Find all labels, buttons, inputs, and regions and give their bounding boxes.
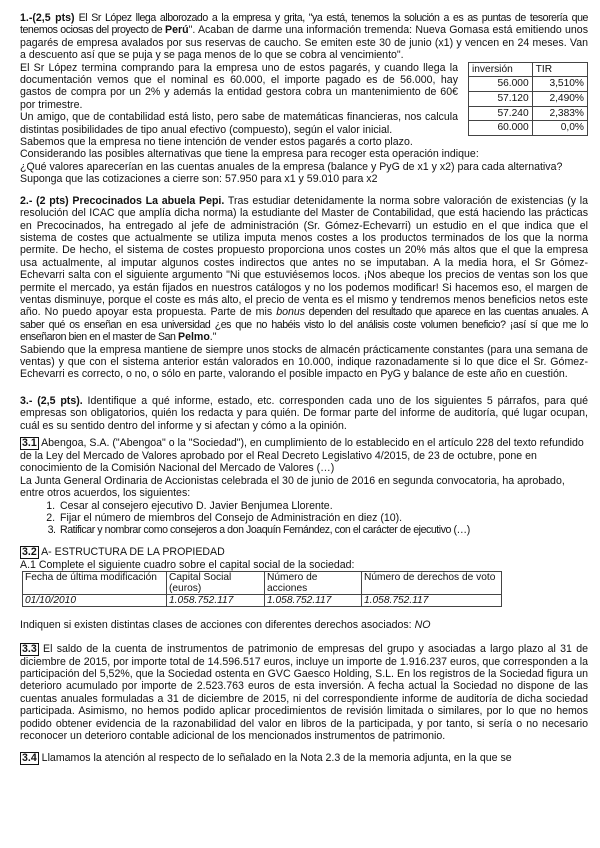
exercise-1-text xyxy=(20,62,458,136)
exercise-1-peru: Perú xyxy=(165,24,189,37)
exercise-1-body xyxy=(20,62,588,136)
list-item: 2. Fijar el número de miembros del Consejo de Administración en diez (10). xyxy=(58,512,588,524)
section-3-4-label: 3.4 xyxy=(22,751,37,764)
table-row xyxy=(469,121,588,136)
tir-cell: 60.000 xyxy=(469,121,533,136)
section-3-4-text xyxy=(20,752,588,765)
exercise-1-points: (2,5 pts) xyxy=(32,12,75,24)
tir-table-header xyxy=(469,62,588,77)
table-row xyxy=(469,77,588,92)
exercise-3 xyxy=(20,395,588,765)
table-row xyxy=(469,92,588,107)
exercise-2-text-a: Tras estudiar detenidamente la norma sobre valoración de existencias (y la resolución del ICAC que amplía dicha norma) la estudiante del Master de Contabilidad, que está haciendo las prácticas en Precocinados, ha entregado al jefe de administración (Sr. Gómez-Echevarri) un estudio en el que indica que el sistema de costes que actualmente se utiliza imputa menos costes a los productos terminados de los que la norma permite. De hecho, el sistema de costes propuesto proporciona unos costes un 20% más altos que el que la empresa usa actualmente, al imputar algunos costes indirectos que antes no se imputaban. A la media hora, el Sr Gómez-Echevarri salta con el siguiente argumento "Ni que estuviésemos locos. ¡Nos abeque los precios de ventas son los que permite el mercado, ya están fijados en nuestros catálogos y no los podemos modificar! Si hacemos eso, el margen de ventas disminuye, porque el coste es más alto, el precio de venta es el mismo y tendremos menos beneficios netos este año. No puedo apoyar esta propuesta. Parte de mis xyxy=(20,194,589,319)
exercise-2 xyxy=(20,195,588,381)
section-3-2-answer: NO xyxy=(414,619,431,632)
exercise-1-intro xyxy=(20,12,588,62)
capital-header-votes: Número de derechos de voto xyxy=(362,572,502,595)
exercise-1-p2: El Sr López termina comprando para la empresa uno de estos pagarés, y cuando llega la documentación vemos que el nominal es 60.000, el importe pagado es de 56.000, hay gastos de compra por un 2% y además la entidad gestora cobra un mantenimiento de 60€ por trimestre. xyxy=(20,61,458,111)
capital-cell-shares: 1.058.752.117 xyxy=(265,595,362,607)
capital-table xyxy=(22,571,502,607)
list-item: 3. Ratificar y nombrar como consejeros a don Joaquín Fernández, con el carácter de ejecutivo (…) xyxy=(58,524,588,536)
section-3-3-text xyxy=(20,643,588,743)
capital-header-date: Fecha de última modificación xyxy=(23,572,167,595)
section-3-1-text: Abengoa, S.A. ("Abengoa" o la "Sociedad"), en cumplimiento de lo establecido en el artículo 228 del texto refundido de la Ley del Mercado de Valores aprobado por el Real Decreto Legislativo 4/2015, de 23 de octubre, pone en conocimiento de la Comisión Nacional del Mercado de Valores (…) xyxy=(20,437,584,475)
section-3-2-title-text: A- ESTRUCTURA DE LA PROPIEDAD xyxy=(38,545,225,558)
section-3-4 xyxy=(20,752,588,765)
exercise-2-p2: Sabiendo que la empresa mantiene de siempre unos stocks de almacén prácticamente constantes (para una semana de ventas) y que con el sistema anterior están valorados en 10.000, indique razonadamente si lo que dice el Sr. Gómez-Echevarri es correcto, o no, o sólo en parte, valorando el posible impacto en PyG y balance de este año en cuestión. xyxy=(20,343,588,381)
section-3-3 xyxy=(20,643,588,743)
exercise-1-intro-a: El Sr López llega alborozado a la empresa y grita, "ya está, tenemos la solución a es as puntas de tesorería que tenemos ociosas del proyecto de xyxy=(20,12,588,37)
tir-cell: 56.000 xyxy=(469,77,533,92)
capital-cell-capital: 1.058.752.117 xyxy=(167,595,265,607)
tir-header-inversion: inversión xyxy=(469,62,533,77)
capital-cell-votes: 1.058.752.117 xyxy=(362,595,502,607)
section-3-2 xyxy=(20,546,588,632)
exercise-3-number: 3.- (2,5 pts). xyxy=(20,394,83,407)
section-3-2-subtitle: A.1 Complete el siguiente cuadro sobre el capital social de la sociedad: xyxy=(20,558,355,571)
agreements-list xyxy=(58,500,588,537)
section-3-3-body: El saldo de la cuenta de instrumentos de patrimonio de empresas del grupo y asociadas a largo plazo al 31 de diciembre de 2015, por importe total de 14.596.517 euros, incluye un importe de 1.916.237 euros, que corresponden a la participación del 5,52%, que la Sociedad ostenta en GVC Gaesco Holding, S.L. En los registros de la Sociedad figura un deterioro acumulado por importe de 2.523.763 euros de esta inversión. A fecha actual la Sociedad no dispone de las cuentas anuales formuladas a 31 de diciembre de 2015, ni del correspondiente informe de auditoría de dicha sociedad participada. Asimismo, no hemos podido aplicar procedimientos de revisión limitada o similares, por lo que no hemos podido obtener evidencia de la razonabilidad del valor en libros de la participada, y por tanto, si sería o no necesario reconocer un deterioro contable adicional de los mencionados instrumentos de patrimonio. xyxy=(20,642,588,743)
section-3-2-label: 3.2 xyxy=(22,545,37,558)
capital-header-capital: Capital Social (euros) xyxy=(167,572,265,595)
exercise-2-number: 2.- xyxy=(20,194,33,207)
exercise-1-p5: Considerando las posibles alternativas que tiene la empresa para recoger esta operación indique: xyxy=(20,148,479,161)
section-3-1 xyxy=(20,437,588,537)
section-3-4-body: Llamamos la atención al respecto de lo señalado en la Nota 2.3 de la memoria adjunta, en la que se xyxy=(38,751,512,764)
section-3-2-title xyxy=(20,546,588,559)
exercise-2-bonus: bonus xyxy=(276,306,306,319)
section-3-1-label: 3.1 xyxy=(22,437,37,449)
exercise-2-p1 xyxy=(20,195,588,344)
section-3-1-p1 xyxy=(20,437,588,475)
exercise-3-intro-text: Identifique a qué informe, estado, etc. corresponden cada uno de los siguientes 5 párrafos, para qué empresas son obligatorios, quién los redacta y para quién. De formar parte del informe de auditoría, qué lugar ocupan, cuál es su sentido dentro del informe y si afectan y cómo a la opinión. xyxy=(20,394,588,432)
exercise-1-p6: ¿Qué valores aparecerían en las cuentas anuales de la empresa (balance y PyG de x1 y x2) para cada alternativa? Suponga que las cotizaciones a cierre son: 57.950 para x1 y 59.010 para x2 xyxy=(20,160,563,186)
exercise-3-intro xyxy=(20,395,588,432)
section-3-1-p2: La Junta General Ordinaria de Accionistas celebrada el 30 de junio de 2016 en segunda convocatoria, ha aprobado, entre otros acuerdos, los siguientes: xyxy=(20,474,565,500)
exercise-2-points: (2 pts) xyxy=(36,194,69,207)
section-3-2-question-text: Indiquen si existen distintas clases de acciones con diferentes derechos asociados: xyxy=(20,619,415,632)
exercise-2-text-c: ." xyxy=(209,331,217,344)
table-row xyxy=(23,595,502,607)
tir-cell: 57.120 xyxy=(469,92,533,107)
tir-cell: 0,0% xyxy=(532,121,587,136)
table-row xyxy=(469,106,588,121)
section-3-2-question xyxy=(20,619,588,631)
tir-cell: 2,490% xyxy=(532,92,587,107)
tir-cell: 2,383% xyxy=(532,106,587,121)
tir-cell: 3,510% xyxy=(532,77,587,92)
exercise-1 xyxy=(20,12,588,186)
exercise-2-pelmo: Pelmo xyxy=(178,331,210,344)
tir-cell: 57.240 xyxy=(469,106,533,121)
section-3-3-label: 3.3 xyxy=(22,642,37,655)
capital-header-shares: Número de acciones xyxy=(265,572,362,595)
exercise-2-text-b: dependen del resultado que aparece en las cuentas anuales. A saber qué os enseñan en esa universidad ¿es que no habéis visto lo del análisis coste volumen beneficio? ¡así sí que me lo enseñaron bien en el master de San xyxy=(20,306,588,344)
exercise-1-intro-b: ". Acaban de darme una información tremenda: Nueva Gomasa está emitiendo unos pagarés de empresa avalados por sus reservas de caucho. Se emiten este 30 de junio (x1) y vencen en 24 meses. Van a descuento así que se puja y se paga menos de lo que se cobra al vencimiento". xyxy=(20,24,588,62)
list-item: 1. Cesar al consejero ejecutivo D. Javier Benjumea Llorente. xyxy=(58,500,588,512)
tir-header-tir: TIR xyxy=(532,62,587,77)
tir-table xyxy=(468,62,588,136)
exercise-1-p3: Un amigo, que de contabilidad está listo, pero sabe de matemáticas financieras, nos calcula distintas posibilidades de tipo anual efectivo (compuesto), según el valor inicial. xyxy=(20,111,458,136)
capital-table-header xyxy=(23,572,502,595)
exercise-1-number: 1.- xyxy=(20,12,33,24)
exercise-2-title: Precocinados La abuela Pepi. xyxy=(72,194,225,207)
capital-cell-date: 01/10/2010 xyxy=(23,595,167,607)
exercise-1-p4: Sabemos que la empresa no tiene intención de vender estos pagarés a corto plazo. xyxy=(20,136,413,149)
